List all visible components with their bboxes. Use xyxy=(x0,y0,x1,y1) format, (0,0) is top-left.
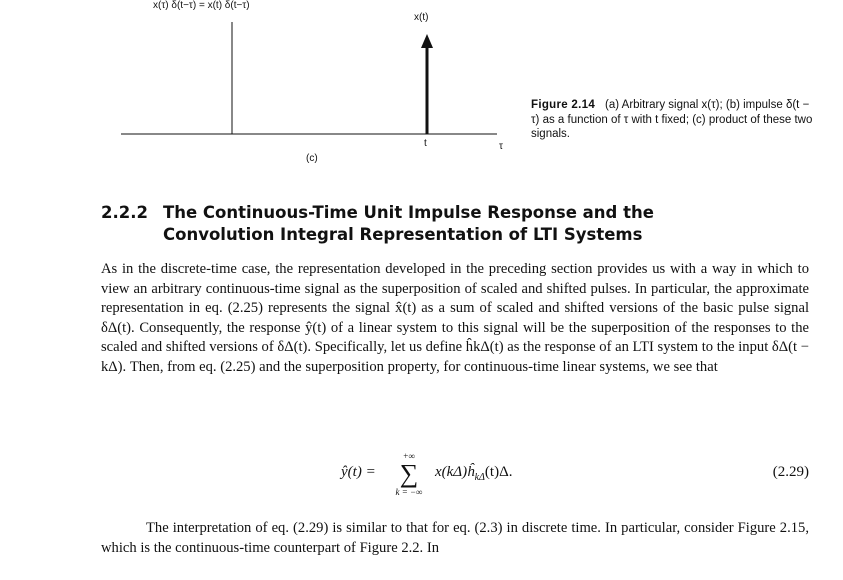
caption-figure-number: Figure 2.14 xyxy=(531,99,596,111)
figure-caption xyxy=(531,98,816,142)
section-title-line1: The Continuous-Time Unit Impulse Response and the xyxy=(163,203,654,222)
rhs-tail: (t)Δ. xyxy=(484,464,513,480)
impulse-arrowhead xyxy=(421,34,433,48)
paragraph-2: The interpretation of eq. (2.29) is similar to that for eq. (2.3) in discrete time. In particular, consider Figure 2.15, which is the continuous-time counterpart of Figure 2.2. In xyxy=(101,520,809,556)
sum-lower-limit: k = −∞ xyxy=(395,487,423,497)
signal-label: x(t) xyxy=(414,12,429,23)
panel-label: (c) xyxy=(306,153,318,164)
caption-text: (a) Arbitrary signal x(τ); (b) impulse δ(t − τ) as a function of τ with t fixed; (c) product of these two signals. xyxy=(531,99,813,140)
equation-rhs xyxy=(435,464,512,483)
paragraph-1: As in the discrete-time case, the representation developed in the preceding section provides us with a way in which to view an arbitrary continuous-time signal as the superposition of scaled and shifted pulses. In particular, the approximate representation in eq. (2.25) represents the signal x̂(t) as a sum of scaled and shifted versions of the basic pulse signal δΔ(t). Consequently, the response ŷ(t) of a linear system to this signal will be the superposition of the responses to the scaled and shifted versions of δΔ(t). Specifically, let us define ĥkΔ(t) as the response of an LTI system to the input δΔ(t − kΔ). Then, from eq. (2.25) and the superposition property, for continuous-time linear systems, we see that xyxy=(101,261,809,375)
section-number: 2.2.2 xyxy=(101,203,148,222)
product-label: x(τ) δ(t−τ) = x(t) δ(t−τ) xyxy=(153,0,250,11)
equation-2-29 xyxy=(101,452,809,504)
tau-axis-label: τ xyxy=(499,141,503,152)
rhs-h-term: ĥ xyxy=(467,464,475,480)
sigma-symbol: ∑ xyxy=(399,459,419,488)
rhs-x-term: x(kΔ) xyxy=(435,464,468,480)
t-tick-label: t xyxy=(424,138,427,149)
section-heading xyxy=(101,202,821,246)
summation xyxy=(387,452,431,498)
section-title-line2: Convolution Integral Representation of LTI Systems xyxy=(163,225,643,244)
sum-upper-limit: +∞ xyxy=(403,451,415,461)
equation-lhs: ŷ(t) = xyxy=(341,464,376,480)
rhs-h-subscript: kΔ xyxy=(474,472,485,483)
equation-number: (2.29) xyxy=(772,464,809,480)
